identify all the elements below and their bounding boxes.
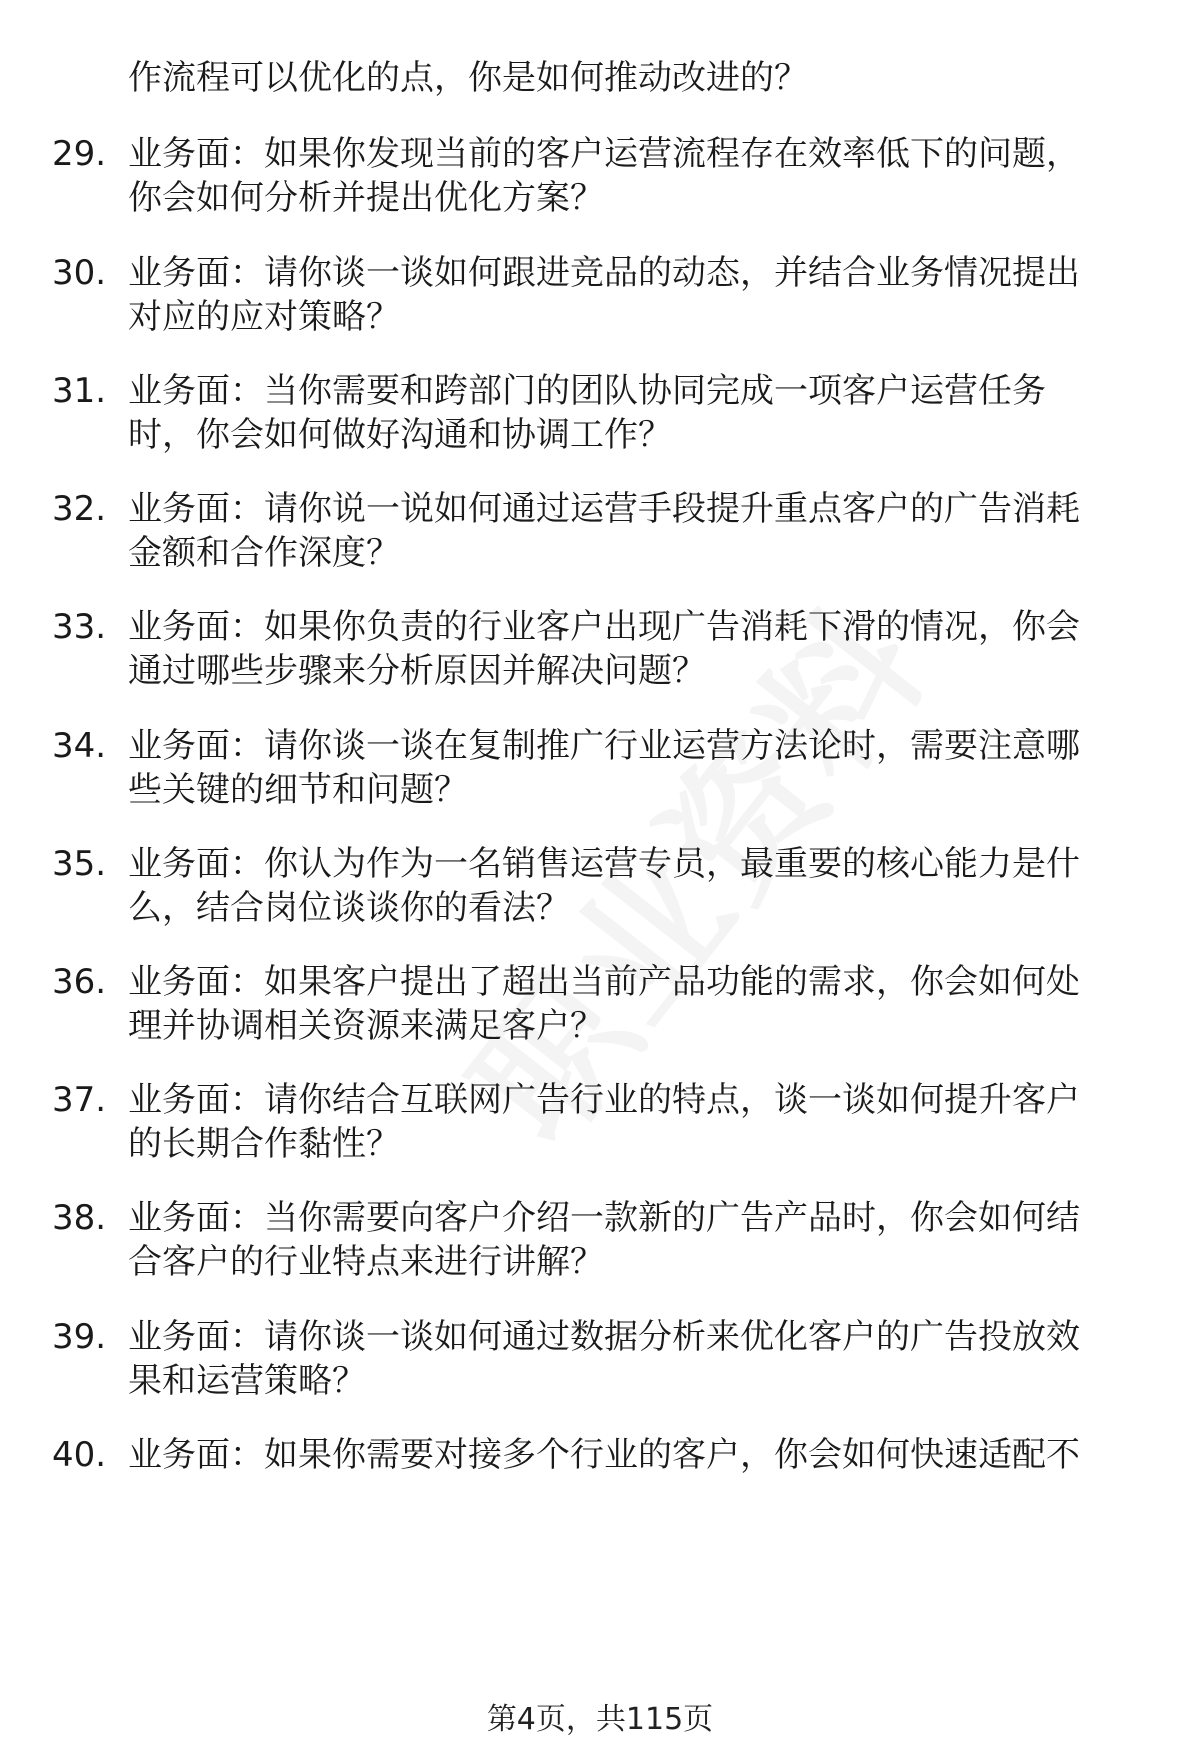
item-text-line1: 业务面：如果你发现当前的客户运营流程存在效率低下的问题， — [128, 134, 1080, 174]
item-number: 36. — [52, 962, 107, 1002]
item-text-line2: 时，你会如何做好沟通和协调工作？ — [128, 415, 672, 455]
item-text-line2: 么，结合岗位谈谈你的看法？ — [128, 888, 570, 928]
item-text-line1: 业务面：如果你需要对接多个行业的客户，你会如何快速适配不 — [128, 1435, 1080, 1475]
item-number: 29. — [52, 134, 107, 174]
item-text-line2: 你会如何分析并提出优化方案？ — [128, 178, 604, 218]
item-text-line1: 业务面：请你谈一谈如何通过数据分析来优化客户的广告投放效 — [128, 1317, 1080, 1357]
item-number: 33. — [52, 607, 107, 647]
item-text-line1: 业务面：你认为作为一名销售运营专员，最重要的核心能力是什 — [128, 844, 1080, 884]
item-number: 30. — [52, 253, 107, 293]
item-text-line2: 合客户的行业特点来进行讲解？ — [128, 1242, 604, 1282]
item-text-line1: 业务面：如果你负责的行业客户出现广告消耗下滑的情况，你会 — [128, 607, 1080, 647]
item-text-line2: 理并协调相关资源来满足客户？ — [128, 1006, 604, 1046]
item-number: 37. — [52, 1080, 107, 1120]
item-number: 32. — [52, 489, 107, 529]
item-text-line2: 金额和合作深度？ — [128, 533, 400, 573]
item-text-line2: 通过哪些步骤来分析原因并解决问题？ — [128, 651, 706, 691]
item-number: 40. — [52, 1435, 107, 1475]
item-number: 39. — [52, 1317, 107, 1357]
item-text-line1: 业务面：如果客户提出了超出当前产品功能的需求，你会如何处 — [128, 962, 1080, 1002]
item-text-line1: 业务面：请你说一说如何通过运营手段提升重点客户的广告消耗 — [128, 489, 1080, 529]
item-text-line1: 业务面：请你谈一谈在复制推广行业运营方法论时，需要注意哪 — [128, 726, 1080, 766]
item-text-line2: 对应的应对策略？ — [128, 297, 400, 337]
item-text-line1: 业务面：请你结合互联网广告行业的特点，谈一谈如何提升客户 — [128, 1080, 1080, 1120]
item-number: 31. — [52, 371, 107, 411]
item-number: 34. — [52, 726, 107, 766]
item-text-line1: 业务面：当你需要向客户介绍一款新的广告产品时，你会如何结 — [128, 1198, 1080, 1238]
page-footer: 第4页，共115页 — [486, 1702, 714, 1737]
item-text-line2: 果和运营策略？ — [128, 1361, 366, 1401]
item-number: 38. — [52, 1198, 107, 1238]
item-text-line2: 些关键的细节和问题？ — [128, 770, 468, 810]
item-text-line2: 的长期合作黏性？ — [128, 1124, 400, 1164]
item-text-line1: 业务面：当你需要和跨部门的团队协同完成一项客户运营任务 — [128, 371, 1046, 411]
continuation-text: 作流程可以优化的点，你是如何推动改进的？ — [128, 58, 808, 98]
item-text-line1: 业务面：请你谈一谈如何跟进竞品的动态，并结合业务情况提出 — [128, 253, 1080, 293]
item-number: 35. — [52, 844, 107, 884]
